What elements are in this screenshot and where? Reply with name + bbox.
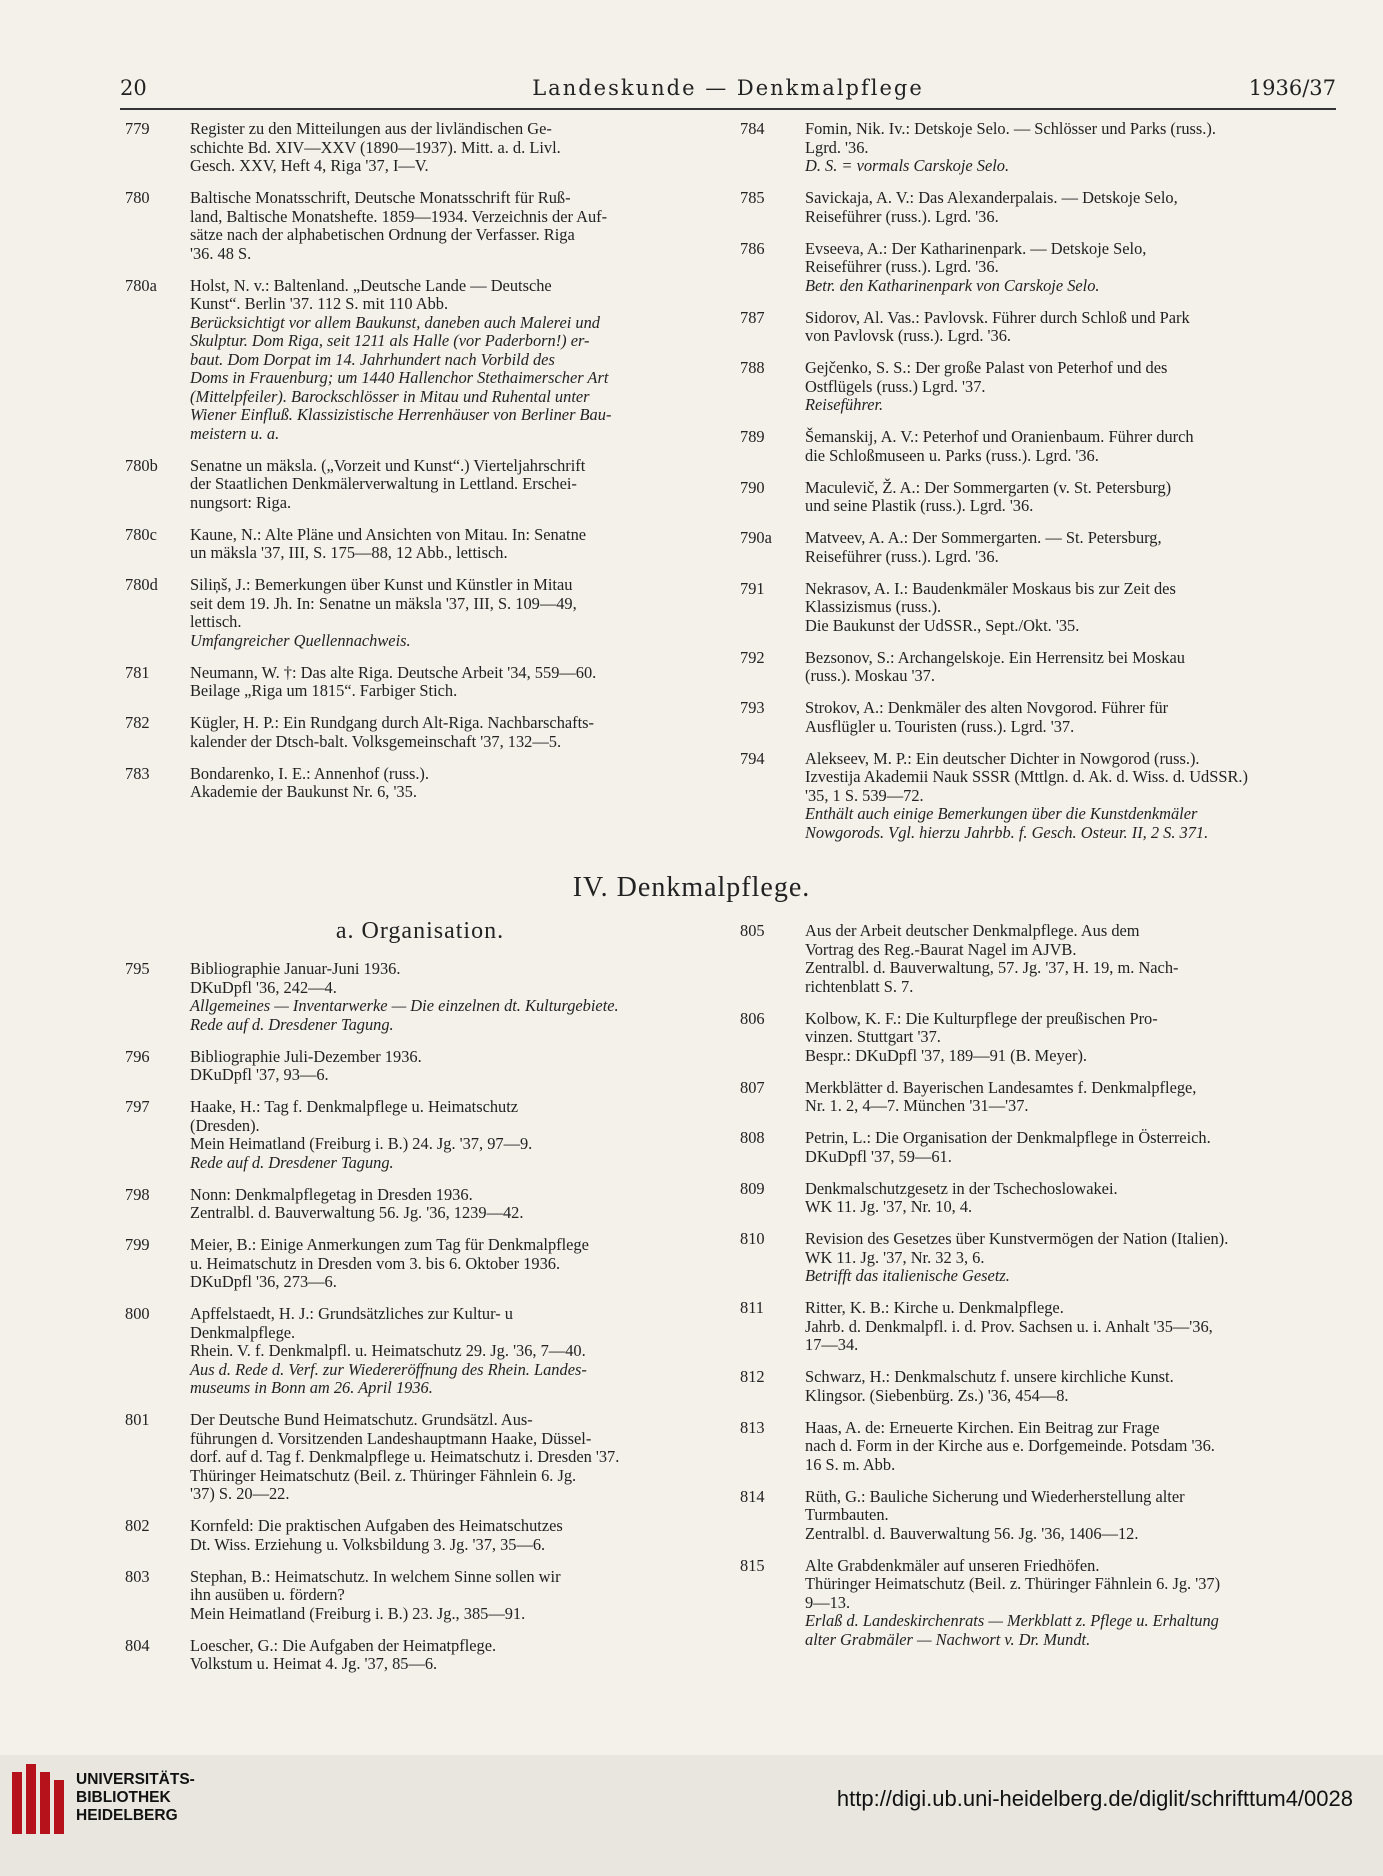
- entry-line: Reiseführer (russ.). Lgrd. '36.: [805, 546, 999, 566]
- entry-annotation-line: Berücksichtigt vor allem Baukunst, daneben auch Malerei und: [190, 312, 600, 332]
- page-number: 20: [120, 76, 147, 100]
- entry-line: Mein Heimatland (Freiburg i. B.) 23. Jg., 385—91.: [190, 1603, 526, 1623]
- column-lower-right: [740, 922, 1333, 1663]
- bibliography-entry: [740, 309, 1333, 346]
- entry-line: Nr. 1. 2, 4—7. München '31—'37.: [805, 1096, 1029, 1115]
- entry-line: '35, 1 S. 539—72.: [805, 785, 924, 805]
- entry-line: (russ.). Moskau '37.: [805, 666, 935, 685]
- entry-line: richtenblatt S. 7.: [805, 976, 914, 996]
- entry-line: sätze nach der alphabetischen Ordnung der Verfasser. Riga: [190, 225, 575, 244]
- entry-number: 780d: [125, 575, 158, 594]
- entry-line: Mein Heimatland (Freiburg i. B.) 24. Jg. '37, 97—9.: [190, 1134, 533, 1153]
- entry-line: Sidorov, Al. Vas.: Pavlovsk. Führer durch Schloß und Park: [805, 307, 1190, 327]
- entry-annotation-line: Doms in Frauenburg; um 1440 Hallenchor Stethaimerscher Art: [190, 368, 609, 387]
- entry-number: 783: [125, 763, 150, 783]
- entry-line: Klassizismus (russ.).: [805, 597, 942, 616]
- entry-line: 9—13.: [805, 1592, 851, 1612]
- entry-line: 17—34.: [805, 1335, 859, 1354]
- entry-line: Šemanskij, A. V.: Peterhof und Oranienbaum. Führer durch: [805, 427, 1194, 446]
- entry-text: [805, 1129, 1333, 1166]
- entry-line: 16 S. m. Abb.: [805, 1454, 896, 1474]
- entry-number: 800: [125, 1304, 150, 1323]
- bibliography-entry: [740, 359, 1333, 415]
- entry-line: Senatne un mäksla. („Vorzeit und Kunst“.) Vierteljahrschrift: [190, 455, 586, 475]
- entry-line: lettisch.: [190, 612, 242, 631]
- entry-line: führungen d. Vorsitzenden Landeshauptmann Haake, Düssel-: [190, 1428, 592, 1448]
- entry-line: Zentralbl. d. Bauverwaltung 56. Jg. '36, 1406—12.: [805, 1523, 1139, 1543]
- entry-annotation-line: Betr. den Katharinenpark von Carskoje Selo.: [805, 275, 1100, 295]
- entry-line: WK 11. Jg. '37, Nr. 32 3, 6.: [805, 1247, 985, 1267]
- entry-line: Revision des Gesetzes über Kunstvermögen der Nation (Italien).: [805, 1229, 1229, 1248]
- entry-line: Aus der Arbeit deutscher Denkmalpflege. Aus dem: [805, 921, 1140, 940]
- entry-line: Matveev, A. A.: Der Sommergarten. — St. Petersburg,: [805, 528, 1162, 547]
- entry-line: Kunst“. Berlin '37. 112 S. mit 110 Abb.: [190, 294, 449, 313]
- entry-text: [805, 699, 1333, 736]
- entry-text: [805, 1368, 1333, 1405]
- entry-line: nungsort: Riga.: [190, 492, 292, 512]
- entry-line: DKuDpfl '36, 273—6.: [190, 1272, 337, 1291]
- entry-line: land, Baltische Monatshefte. 1859—1934. Verzeichnis der Auf-: [190, 206, 608, 226]
- entry-number: 793: [740, 698, 765, 717]
- entry-text: [805, 309, 1333, 346]
- entry-text: [190, 1236, 715, 1292]
- entry-number: 808: [740, 1128, 765, 1147]
- entry-line: Nekrasov, A. I.: Baudenkmäler Moskaus bis zur Zeit des: [805, 578, 1176, 598]
- entry-line: Strokov, A.: Denkmäler des alten Novgorod. Führer für: [805, 698, 1169, 717]
- entry-text: [190, 189, 715, 263]
- entry-line: Bibliographie Januar-Juni 1936.: [190, 959, 401, 978]
- entry-line: dorf. auf d. Tag f. Denkmalpflege u. Heimatschutz i. Dresden '37.: [190, 1447, 620, 1466]
- bibliography-entry: [740, 1368, 1333, 1405]
- entry-line: Der Deutsche Bund Heimatschutz. Grundsätzl. Aus-: [190, 1410, 533, 1429]
- entry-line: und seine Plastik (russ.). Lgrd. '36.: [805, 496, 1034, 515]
- bibliography-entry: [125, 277, 715, 444]
- entry-number: 780a: [125, 275, 157, 295]
- entry-line: Reiseführer (russ.). Lgrd. '36.: [805, 257, 999, 276]
- entry-line: Lgrd. '36.: [805, 137, 869, 157]
- entry-annotation-line: Aus d. Rede d. Verf. zur Wiedereröffnung des Rhein. Landes-: [190, 1359, 587, 1379]
- entry-line: Bibliographie Juli-Dezember 1936.: [190, 1046, 422, 1066]
- bibliography-entry: [125, 526, 715, 563]
- entry-text: [190, 1048, 715, 1085]
- entry-line: seit dem 19. Jh. In: Senatne un mäksla '37, III, S. 109—49,: [190, 593, 577, 613]
- bibliography-entry: [740, 120, 1333, 176]
- entry-line: Siliņš, J.: Bemerkungen über Kunst und Künstler in Mitau: [190, 575, 573, 594]
- bibliography-entry: [125, 1048, 715, 1085]
- bibliography-entry: [740, 189, 1333, 226]
- bibliography-entry: [125, 189, 715, 263]
- entry-line: Volkstum u. Heimat 4. Jg. '37, 85—6.: [190, 1654, 438, 1673]
- entry-text: [190, 526, 715, 563]
- entry-line: Neumann, W. †: Das alte Riga. Deutsche Arbeit '34, 559—60.: [190, 662, 597, 682]
- bibliography-entry: [740, 750, 1333, 843]
- bibliography-entry: [740, 428, 1333, 465]
- entry-text: [190, 664, 715, 701]
- entry-line: Thüringer Heimatschutz (Beil. z. Thüringer Fähnlein 6. Jg. '37): [805, 1574, 1221, 1593]
- entry-line: Bondarenko, I. E.: Annenhof (russ.).: [190, 763, 429, 783]
- entry-text: [805, 359, 1333, 415]
- entry-line: Kügler, H. P.: Ein Rundgang durch Alt-Riga. Nachbarschafts-: [190, 713, 595, 732]
- entry-number: 797: [125, 1097, 150, 1116]
- entry-line: Bespr.: DKuDpfl '37, 189—91 (B. Meyer).: [805, 1045, 1088, 1065]
- entry-line: Savickaja, A. V.: Das Alexanderpalais. — Detskoje Selo,: [805, 188, 1178, 207]
- entry-number: 787: [740, 307, 765, 327]
- bibliography-entry: [740, 1079, 1333, 1116]
- entry-text: [190, 1411, 715, 1504]
- entry-number: 806: [740, 1008, 765, 1028]
- entry-text: [805, 1079, 1333, 1116]
- entry-text: [805, 922, 1333, 996]
- entry-number: 804: [125, 1635, 150, 1655]
- entry-annotation-line: Enthält auch einige Bemerkungen über die Kunstdenkmäler: [805, 804, 1198, 823]
- entry-number: 811: [740, 1298, 764, 1317]
- entry-annotation-line: Umfangreicher Quellennachweis.: [190, 630, 411, 650]
- entry-line: Baltische Monatsschrift, Deutsche Monatsschrift für Ruß-: [190, 188, 571, 207]
- entry-text: [190, 765, 715, 802]
- entry-text: [805, 750, 1333, 843]
- entry-line: Maculevič, Ž. A.: Der Sommergarten (v. St. Petersburg): [805, 477, 1172, 497]
- entry-annotation-line: meistern u. a.: [190, 423, 280, 443]
- entry-annotation-line: baut. Dom Dorpat im 14. Jahrhundert nach Vorbild des: [190, 349, 555, 369]
- bibliography-entry: [740, 1180, 1333, 1217]
- entry-line: Ostflügels (russ.) Lgrd. '37.: [805, 376, 986, 396]
- entry-number: 812: [740, 1367, 765, 1386]
- entry-number: 786: [740, 238, 765, 258]
- sub-title: a. Organisation.: [335, 918, 505, 944]
- entry-number: 791: [740, 578, 765, 598]
- entry-number: 809: [740, 1178, 765, 1198]
- bibliography-entry: [740, 1488, 1333, 1544]
- entry-line: Haake, H.: Tag f. Denkmalpflege u. Heimatschutz: [190, 1097, 519, 1116]
- bibliography-entry: [125, 664, 715, 701]
- entry-number: 785: [740, 188, 765, 207]
- bibliography-entry: [125, 1098, 715, 1172]
- entry-annotation-line: Allgemeines — Inventarwerke — Die einzelnen dt. Kulturgebiete.: [190, 996, 619, 1015]
- entry-text: [805, 1299, 1333, 1355]
- entry-line: '37) S. 20—22.: [190, 1484, 290, 1503]
- entry-text: [190, 457, 715, 513]
- bibliography-entry: [125, 1517, 715, 1554]
- entry-line: Zentralbl. d. Bauverwaltung, 57. Jg. '37, H. 19, m. Nach-: [805, 958, 1179, 977]
- entry-text: [805, 649, 1333, 686]
- entry-annotation-line: Betrifft das italienische Gesetz.: [805, 1266, 1010, 1285]
- bibliography-entry: [740, 580, 1333, 636]
- entry-number: 795: [125, 959, 150, 978]
- entry-annotation-line: (Mittelpfeiler). Barockschlösser in Mitau und Ruhental unter: [190, 386, 590, 406]
- entry-number: 781: [125, 662, 150, 682]
- entry-line: Alekseev, M. P.: Ein deutscher Dichter in Nowgorod (russ.).: [805, 748, 1200, 768]
- entry-line: WK 11. Jg. '37, Nr. 10, 4.: [805, 1197, 973, 1216]
- entry-number: 782: [125, 713, 150, 732]
- bibliography-entry: [125, 765, 715, 802]
- entry-line: Beilage „Riga um 1815“. Farbiger Stich.: [190, 681, 458, 700]
- entry-line: Reiseführer (russ.). Lgrd. '36.: [805, 206, 999, 226]
- entry-line: Evseeva, A.: Der Katharinenpark. — Detskoje Selo,: [805, 238, 1147, 258]
- entry-line: Denkmalschutzgesetz in der Tschechoslowakei.: [805, 1178, 1118, 1198]
- entry-line: Schwarz, H.: Denkmalschutz f. unsere kirchliche Kunst.: [805, 1367, 1174, 1386]
- bibliography-entry: [740, 479, 1333, 516]
- library-name: [76, 1771, 195, 1825]
- entry-line: vinzen. Stuttgart '37.: [805, 1027, 941, 1046]
- entry-annotation-line: Rede auf d. Dresdener Tagung.: [190, 1014, 394, 1034]
- entry-annotation-line: Skulptur. Dom Riga, seit 1211 als Halle (vor Paderborn!) er-: [190, 331, 590, 350]
- entry-number: 799: [125, 1235, 150, 1254]
- entry-line: Loescher, G.: Die Aufgaben der Heimatpflege.: [190, 1635, 497, 1655]
- entry-text: [190, 1098, 715, 1172]
- entry-text: [190, 120, 715, 176]
- bibliography-entry: [125, 960, 715, 1034]
- column-upper-left: [125, 120, 715, 815]
- entry-number: 792: [740, 647, 765, 667]
- bibliography-entry: [740, 922, 1333, 996]
- bibliography-entry: [740, 1557, 1333, 1650]
- entry-line: Vortrag des Reg.-Baurat Nagel im AJVB.: [805, 939, 1077, 959]
- entry-line: Ritter, K. B.: Kirche u. Denkmalpflege.: [805, 1298, 1064, 1317]
- entry-text: [805, 1557, 1333, 1650]
- entry-text: [190, 714, 715, 751]
- entry-line: Dt. Wiss. Erziehung u. Volksbildung 3. Jg. '37, 35—6.: [190, 1534, 546, 1554]
- entry-text: [190, 1186, 715, 1223]
- entry-number: 790: [740, 477, 765, 497]
- entry-text: [190, 960, 715, 1034]
- bibliography-entry: [125, 1236, 715, 1292]
- entry-line: Turmbauten.: [805, 1505, 889, 1524]
- entry-line: Klingsor. (Siebenbürg. Zs.) '36, 454—8.: [805, 1385, 1069, 1405]
- entry-annotation-line: Erlaß d. Landeskirchenrats — Merkblatt z. Pflege u. Erhaltung: [805, 1611, 1219, 1630]
- entry-annotation-line: Reiseführer.: [805, 395, 884, 414]
- entry-number: 784: [740, 119, 765, 138]
- running-title: Landeskunde — Denkmalpflege: [532, 76, 924, 100]
- bibliography-entry: [740, 1299, 1333, 1355]
- entry-line: kalender der Dtsch-balt. Volksgemeinschaft '37, 132—5.: [190, 731, 562, 751]
- entry-line: u. Heimatschutz in Dresden vom 3. bis 6. Oktober 1936.: [190, 1253, 561, 1273]
- entry-line: Bezsonov, S.: Archangelskoje. Ein Herrensitz bei Moskau: [805, 647, 1185, 667]
- entry-line: Rhein. V. f. Denkmalpfl. u. Heimatschutz 29. Jg. '36, 7—40.: [190, 1341, 586, 1360]
- entry-line: Zentralbl. d. Bauverwaltung 56. Jg. '36, 1239—42.: [190, 1203, 524, 1222]
- page-header: [120, 76, 1336, 106]
- entry-number: 802: [125, 1516, 150, 1535]
- entry-number: 801: [125, 1410, 150, 1429]
- entry-line: ihn ausüben u. fördern?: [190, 1585, 345, 1604]
- bibliography-entry: [125, 1305, 715, 1398]
- volume-year: 1936/37: [1248, 76, 1336, 100]
- column-lower-left: [125, 960, 715, 1687]
- entry-line: Apffelstaedt, H. J.: Grundsätzliches zur Kultur- u: [190, 1304, 514, 1323]
- bibliography-entry: [125, 1186, 715, 1223]
- entry-text: [805, 1010, 1333, 1066]
- bibliography-entry: [740, 240, 1333, 296]
- entry-number: 780c: [125, 524, 157, 544]
- entry-line: un mäksla '37, III, S. 175—88, 12 Abb., lettisch.: [190, 543, 508, 562]
- entry-number: 813: [740, 1417, 765, 1437]
- bibliography-entry: [125, 120, 715, 176]
- entry-line: DKuDpfl '37, 59—61.: [805, 1146, 952, 1166]
- entry-annotation-line: museums in Bonn am 26. April 1936.: [190, 1378, 433, 1397]
- entry-number: 779: [125, 119, 150, 138]
- entry-line: die Schloßmuseen u. Parks (russ.). Lgrd. '36.: [805, 445, 1099, 465]
- entry-text: [805, 120, 1333, 176]
- entry-line: Nonn: Denkmalpflegetag in Dresden 1936.: [190, 1184, 473, 1204]
- entry-text: [805, 580, 1333, 636]
- entry-number: 789: [740, 427, 765, 446]
- entry-line: Rüth, G.: Bauliche Sicherung und Wiederherstellung alter: [805, 1486, 1185, 1506]
- entry-text: [190, 1568, 715, 1624]
- entry-line: Alte Grabdenkmäler auf unseren Friedhöfen.: [805, 1555, 1100, 1575]
- entry-text: [190, 1305, 715, 1398]
- entry-line: Merkblätter d. Bayerischen Landesamtes f. Denkmalpflege,: [805, 1077, 1197, 1097]
- bibliography-entry: [740, 529, 1333, 566]
- entry-annotation-line: alter Grabmäler — Nachwort v. Dr. Mundt.: [805, 1629, 1091, 1649]
- entry-number: 780b: [125, 455, 158, 475]
- entry-number: 798: [125, 1184, 150, 1204]
- entry-number: 796: [125, 1046, 150, 1066]
- library-logo-icon: [12, 1764, 64, 1842]
- footer-bar: [0, 1755, 1383, 1876]
- entry-text: [805, 529, 1333, 566]
- entry-line: Register zu den Mitteilungen aus der livländischen Ge-: [190, 119, 552, 138]
- entry-line: Fomin, Nik. Iv.: Detskoje Selo. — Schlösser und Parks (russ.).: [805, 119, 1216, 138]
- entry-text: [805, 479, 1333, 516]
- bibliography-entry: [125, 576, 715, 650]
- entry-line: (Dresden).: [190, 1115, 260, 1135]
- entry-line: Akademie der Baukunst Nr. 6, '35.: [190, 782, 417, 801]
- entry-line: schichte Bd. XIV—XXV (1890—1937). Mitt. a. d. Livl.: [190, 137, 561, 157]
- column-upper-right: [740, 120, 1333, 856]
- bibliography-entry: [125, 1568, 715, 1624]
- entry-number: 790a: [740, 528, 772, 547]
- entry-line: Holst, N. v.: Baltenland. „Deutsche Lande — Deutsche: [190, 275, 552, 295]
- entry-annotation-line: Rede auf d. Dresdener Tagung.: [190, 1152, 394, 1172]
- entry-line: Haas, A. de: Erneuerte Kirchen. Ein Beitrag zur Frage: [805, 1417, 1160, 1437]
- entry-number: 810: [740, 1229, 765, 1248]
- bibliography-entry: [125, 457, 715, 513]
- entry-text: [805, 189, 1333, 226]
- entry-number: 814: [740, 1486, 765, 1506]
- entry-line: Kornfeld: Die praktischen Aufgaben des Heimatschutzes: [190, 1516, 563, 1535]
- entry-line: Die Baukunst der UdSSR., Sept./Okt. '35.: [805, 615, 1080, 635]
- entry-text: [805, 240, 1333, 296]
- entry-annotation-line: Nowgorods. Vgl. hierzu Jahrbb. f. Gesch. Osteur. II, 2 S. 371.: [805, 822, 1209, 842]
- entry-line: von Pavlovsk (russ.). Lgrd. '36.: [805, 326, 1012, 345]
- entry-line: nach d. Form in der Kirche aus e. Dorfgemeinde. Potsdam '36.: [805, 1436, 1215, 1455]
- entry-number: 803: [125, 1566, 150, 1586]
- entry-number: 807: [740, 1077, 765, 1097]
- entry-text: [190, 277, 715, 444]
- bibliography-entry: [740, 649, 1333, 686]
- entry-number: 780: [125, 188, 150, 207]
- entry-line: Denkmalpflege.: [190, 1322, 296, 1342]
- entry-line: DKuDpfl '36, 242—4.: [190, 977, 337, 997]
- entry-annotation-line: Wiener Einfluß. Klassizistische Herrenhäuser von Berliner Bau-: [190, 405, 612, 424]
- entry-number: 805: [740, 921, 765, 940]
- entry-annotation-line: D. S. = vormals Carskoje Selo.: [805, 156, 1010, 175]
- entry-text: [190, 576, 715, 650]
- entry-line: Jahrb. d. Denkmalpfl. i. d. Prov. Sachsen u. i. Anhalt '35—'36,: [805, 1316, 1213, 1336]
- entry-line: Izvestija Akademii Nauk SSSR (Mttlgn. d. Ak. d. Wiss. d. UdSSR.): [805, 767, 1248, 786]
- library-name-line: BIBLIOTHEK: [76, 1789, 171, 1806]
- bibliography-entry: [740, 1129, 1333, 1166]
- entry-text: [805, 1180, 1333, 1217]
- library-name-line: UNIVERSITÄTS-: [76, 1771, 195, 1788]
- entry-number: 788: [740, 358, 765, 377]
- entry-text: [805, 1230, 1333, 1286]
- bibliography-entry: [125, 1637, 715, 1674]
- entry-text: [805, 1488, 1333, 1544]
- entry-text: [805, 1419, 1333, 1475]
- entry-line: Thüringer Heimatschutz (Beil. z. Thüringer Fähnlein 6. Jg.: [190, 1465, 577, 1485]
- bibliography-entry: [740, 1010, 1333, 1066]
- bibliography-entry: [740, 1230, 1333, 1286]
- source-url-link[interactable]: http://digi.ub.uni-heidelberg.de/diglit/schrifttum4/0028: [836, 1786, 1353, 1811]
- section-title: IV. Denkmalpflege.: [572, 872, 811, 903]
- entry-text: [190, 1637, 715, 1674]
- entry-line: Ausflügler u. Touristen (russ.). Lgrd. '37.: [805, 716, 1075, 736]
- entry-line: Stephan, B.: Heimatschutz. In welchem Sinne sollen wir: [190, 1566, 561, 1586]
- entry-line: Kaune, N.: Alte Pläne und Ansichten von Mitau. In: Senatne: [190, 524, 587, 544]
- entry-line: Meier, B.: Einige Anmerkungen zum Tag für Denkmalpflege: [190, 1235, 589, 1254]
- entry-text: [190, 1517, 715, 1554]
- bibliography-entry: [125, 714, 715, 751]
- entry-number: 815: [740, 1555, 765, 1575]
- entry-line: Kolbow, K. F.: Die Kulturpflege der preußischen Pro-: [805, 1008, 1158, 1028]
- bibliography-entry: [740, 1419, 1333, 1475]
- entry-number: 794: [740, 748, 765, 768]
- entry-line: Gesch. XXV, Heft 4, Riga '37, I—V.: [190, 156, 429, 175]
- entry-line: der Staatlichen Denkmälerverwaltung in Lettland. Erschei-: [190, 474, 577, 493]
- entry-line: Petrin, L.: Die Organisation der Denkmalpflege in Österreich.: [805, 1128, 1211, 1147]
- entry-line: Gejčenko, S. S.: Der große Palast von Peterhof und des: [805, 358, 1168, 377]
- bibliography-entry: [740, 699, 1333, 736]
- entry-line: '36. 48 S.: [190, 243, 252, 263]
- entry-line: DKuDpfl '37, 93—6.: [190, 1065, 329, 1084]
- library-name-line: HEIDELBERG: [76, 1807, 178, 1824]
- bibliography-entry: [125, 1411, 715, 1504]
- entry-text: [805, 428, 1333, 465]
- header-rule: [120, 108, 1336, 110]
